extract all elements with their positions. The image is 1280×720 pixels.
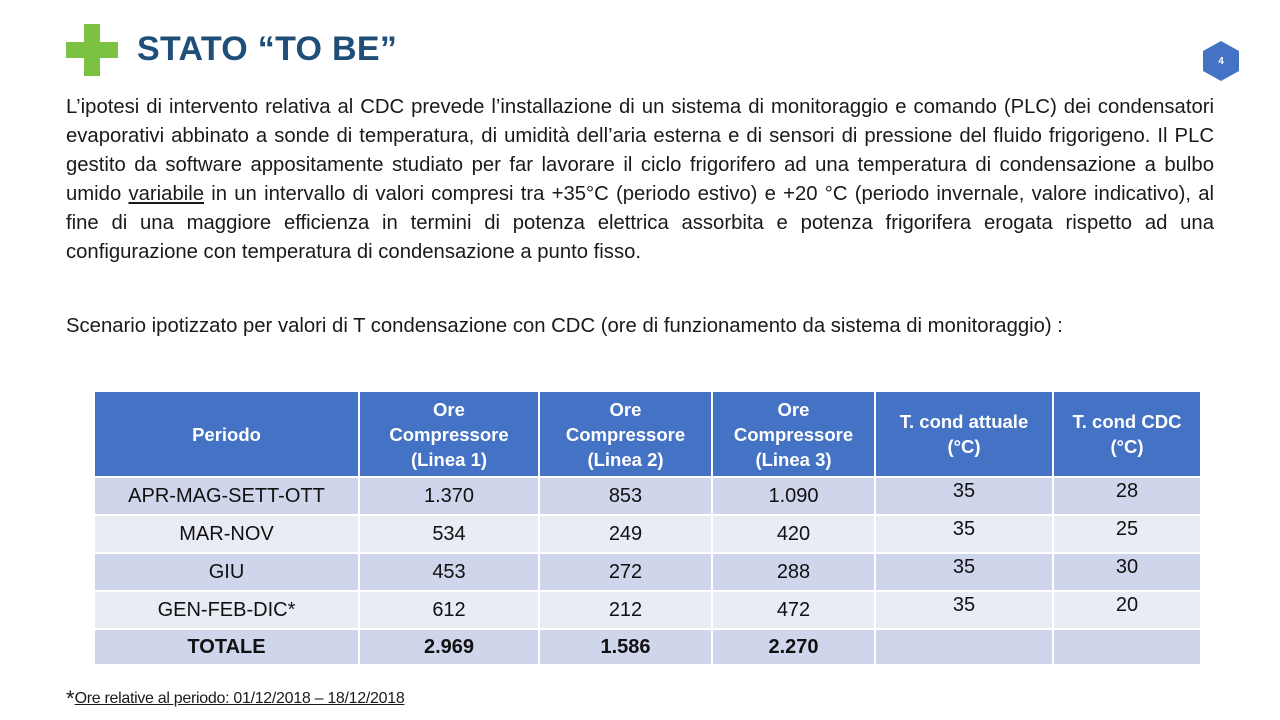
cell-ore-linea-3: 420 xyxy=(712,515,875,553)
cell-ore-linea-2: 249 xyxy=(539,515,712,553)
cell-t-cond-attuale xyxy=(875,629,1053,665)
table-header-row xyxy=(94,391,1201,477)
cell-t-cond-attuale: 35 xyxy=(875,553,1053,591)
cell-ore-linea-3: 472 xyxy=(712,591,875,629)
cell-t-cond-attuale: 35 xyxy=(875,477,1053,515)
page-title: STATO “TO BE” xyxy=(137,30,398,68)
cell-ore-linea-3: 1.090 xyxy=(712,477,875,515)
table-row xyxy=(94,515,1201,553)
intro-text-part2: in un intervallo di valori compresi tra +35°C (periodo estivo) e +20 °C (periodo invernale, valore indicativo), al fine di una maggiore efficienza in termini di potenza elettrica assorbita e potenza frigorifera erogata rispetto ad una configurazione con temperatura di condensazione a punto fisso. xyxy=(66,183,1215,263)
header-periodo: Periodo xyxy=(94,391,359,477)
cell-t-cond-cdc: 20 xyxy=(1053,591,1201,629)
data-table xyxy=(93,390,1202,666)
footnote-marker: * xyxy=(66,686,75,711)
intro-underlined-word: variabile xyxy=(128,183,205,205)
table-row xyxy=(94,477,1201,515)
table-row xyxy=(94,591,1201,629)
intro-paragraph xyxy=(66,93,1214,267)
cell-periodo: GIU xyxy=(94,553,359,591)
cell-t-cond-attuale: 35 xyxy=(875,591,1053,629)
cell-t-cond-cdc: 28 xyxy=(1053,477,1201,515)
cell-ore-linea-1: 1.370 xyxy=(359,477,539,515)
header-ore-linea-2: Ore Compressore (Linea 2) xyxy=(539,391,712,477)
cell-periodo: GEN-FEB-DIC* xyxy=(94,591,359,629)
plus-icon xyxy=(66,24,118,76)
cell-periodo: MAR-NOV xyxy=(94,515,359,553)
footnote xyxy=(66,686,404,712)
cell-ore-linea-2: 272 xyxy=(539,553,712,591)
table-total-row xyxy=(94,629,1201,665)
cell-ore-linea-2: 212 xyxy=(539,591,712,629)
header-t-cond-cdc: T. cond CDC (°C) xyxy=(1053,391,1201,477)
page-number: 4 xyxy=(1218,55,1224,67)
cell-ore-linea-1: 453 xyxy=(359,553,539,591)
cell-t-cond-cdc: 25 xyxy=(1053,515,1201,553)
scenario-paragraph: Scenario ipotizzato per valori di T condensazione con CDC (ore di funzionamento da sistema di monitoraggio) : xyxy=(66,315,1063,337)
cell-ore-linea-3: 2.270 xyxy=(712,629,875,665)
cell-ore-linea-2: 853 xyxy=(539,477,712,515)
cell-ore-linea-1: 2.969 xyxy=(359,629,539,665)
header-ore-linea-3: Ore Compressore (Linea 3) xyxy=(712,391,875,477)
plus-icon-horizontal-bar xyxy=(66,42,118,58)
cell-ore-linea-2: 1.586 xyxy=(539,629,712,665)
page-number-badge xyxy=(1201,40,1241,82)
cell-ore-linea-1: 612 xyxy=(359,591,539,629)
table-row xyxy=(94,553,1201,591)
footnote-text: Ore relative al periodo: 01/12/2018 – 18/12/2018 xyxy=(74,690,405,707)
cell-periodo: TOTALE xyxy=(94,629,359,665)
cell-periodo: APR-MAG-SETT-OTT xyxy=(94,477,359,515)
cell-ore-linea-1: 534 xyxy=(359,515,539,553)
header-ore-linea-1: Ore Compressore (Linea 1) xyxy=(359,391,539,477)
cell-t-cond-cdc xyxy=(1053,629,1201,665)
cell-ore-linea-3: 288 xyxy=(712,553,875,591)
header-t-cond-attuale: T. cond attuale (°C) xyxy=(875,391,1053,477)
cell-t-cond-attuale: 35 xyxy=(875,515,1053,553)
intro-text-part1: L’ipotesi di intervento relativa al CDC prevede l’installazione di un sistema di monitoraggio e comando (PLC) dei condensatori evaporativi abbinato a sonde di temperatura, di umidità dell’aria esterna e di sensori di pressione del fluido frigorigeno. Il PLC gestito da software appositamente studiato per far lavorare il ciclo frigorifero ad una temperatura di condensazione a bulbo umido xyxy=(66,96,1214,205)
cell-t-cond-cdc: 30 xyxy=(1053,553,1201,591)
